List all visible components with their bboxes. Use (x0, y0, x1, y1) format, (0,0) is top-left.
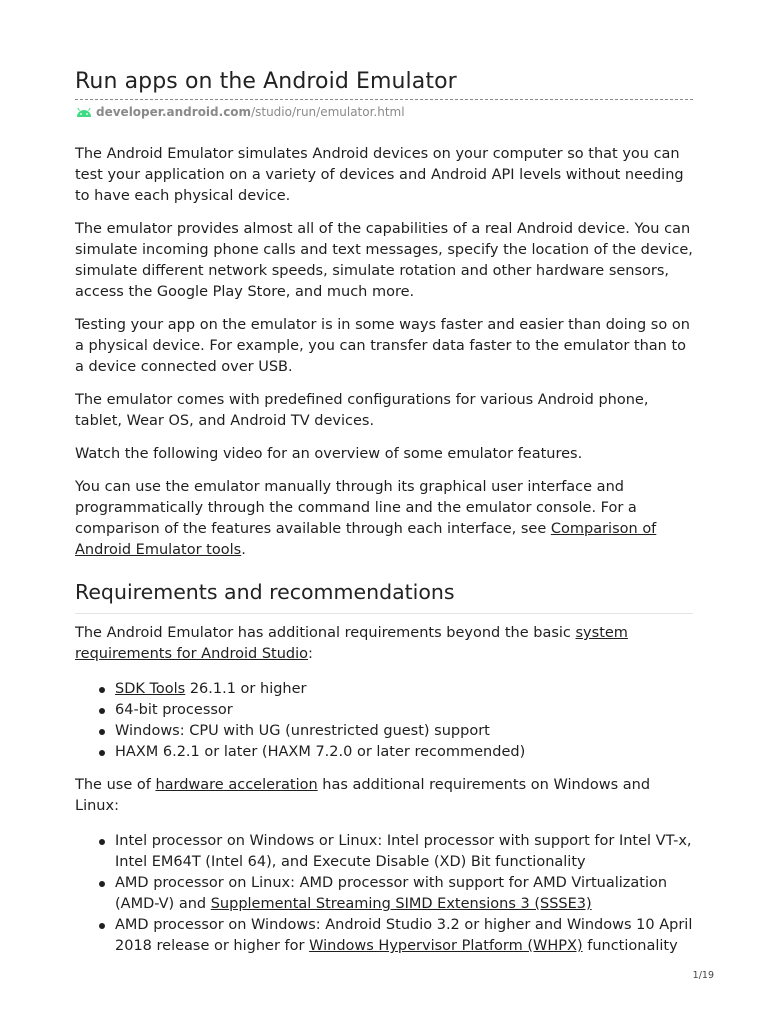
paragraph-text: You can use the emulator manually through its graphical user interface and programmatically through the command line and the emulator console. For a comparison of the features available through each interface, see (75, 479, 637, 537)
acceleration-list (75, 831, 693, 957)
list-item-text: HAXM 6.2.1 or later (HAXM 7.2.0 or later recommended) (115, 744, 526, 760)
paragraph-text: has additional requirements on Windows and Linux: (75, 777, 651, 814)
intro-paragraph-2: The emulator provides almost all of the capabilities of a real Android device. You can simulate incoming phone calls and text messages, specify the location of the device, simulate different network speeds, simulate rotation and other hardware sensors, access the Google Play Store, and much more. (75, 221, 693, 300)
list-item (75, 915, 693, 957)
list-item (75, 700, 693, 721)
intro-paragraph-3: Testing your app on the emulator is in some ways faster and easier than doing so on a physical device. For example, you can transfer data faster to the emulator than to a device connected over USB. (75, 317, 690, 375)
page-number: 1/19 (692, 970, 714, 981)
list-item (75, 831, 693, 873)
requirements-lead (75, 623, 693, 665)
document-page (75, 66, 693, 957)
source-url[interactable] (75, 104, 693, 120)
title-divider (75, 99, 693, 100)
intro-paragraph-1: The Android Emulator simulates Android devices on your computer so that you can test your application on a variety of devices and Android API levels without needing to have each physical device. (75, 146, 684, 204)
acceleration-lead (75, 775, 693, 817)
list-item-text: Intel processor on Windows or Linux: Intel processor with support for Intel VT-x, Intel EM64T (Intel 64), and Execute Disable (XD) Bit functionality (115, 833, 692, 870)
intro-paragraph-4: The emulator comes with predefined configurations for various Android phone, tablet, Wear OS, and Android TV devices. (75, 392, 649, 429)
source-domain: developer.android.com (96, 105, 252, 119)
sdk-tools-link[interactable]: SDK Tools (115, 681, 186, 697)
paragraph-text: : (308, 646, 313, 662)
intro-paragraph-5: Watch the following video for an overview of some emulator features. (75, 446, 583, 462)
comparison-tools-link[interactable]: Comparison of Android Emulator tools (75, 521, 657, 558)
requirements-heading: Requirements and recommendations (75, 577, 693, 614)
list-item-text: 64-bit processor (115, 702, 233, 718)
list-item (75, 679, 693, 700)
ssse3-link[interactable]: Supplemental Streaming SIMD Extensions 3 (SSSE3) (210, 896, 592, 912)
system-requirements-link[interactable]: system requirements for Android Studio (75, 625, 628, 662)
list-item-text: AMD processor on Linux: AMD processor with support for AMD Virtualization (AMD-V) and (115, 875, 668, 912)
requirements-list (75, 679, 693, 763)
page-title: Run apps on the Android Emulator (75, 69, 457, 94)
paragraph-text: The use of (75, 777, 156, 793)
hardware-acceleration-link[interactable]: hardware acceleration (155, 777, 318, 793)
list-item (75, 721, 693, 742)
list-item-text: 26.1.1 or higher (185, 681, 307, 697)
paragraph-text: The Android Emulator has additional requirements beyond the basic (75, 625, 576, 641)
intro-paragraph-6 (75, 477, 693, 561)
list-item (75, 742, 693, 763)
list-item (75, 873, 693, 915)
android-icon (75, 106, 93, 118)
whpx-link[interactable]: Windows Hypervisor Platform (WHPX) (309, 938, 583, 954)
list-item-text: functionality (582, 938, 678, 954)
paragraph-text: . (241, 542, 246, 558)
list-item-text: AMD processor on Windows: Android Studio 3.2 or higher and Windows 10 April 2018 release or higher for (115, 917, 693, 954)
source-path: /studio/run/emulator.html (251, 105, 405, 119)
list-item-text: Windows: CPU with UG (unrestricted guest) support (115, 723, 490, 739)
